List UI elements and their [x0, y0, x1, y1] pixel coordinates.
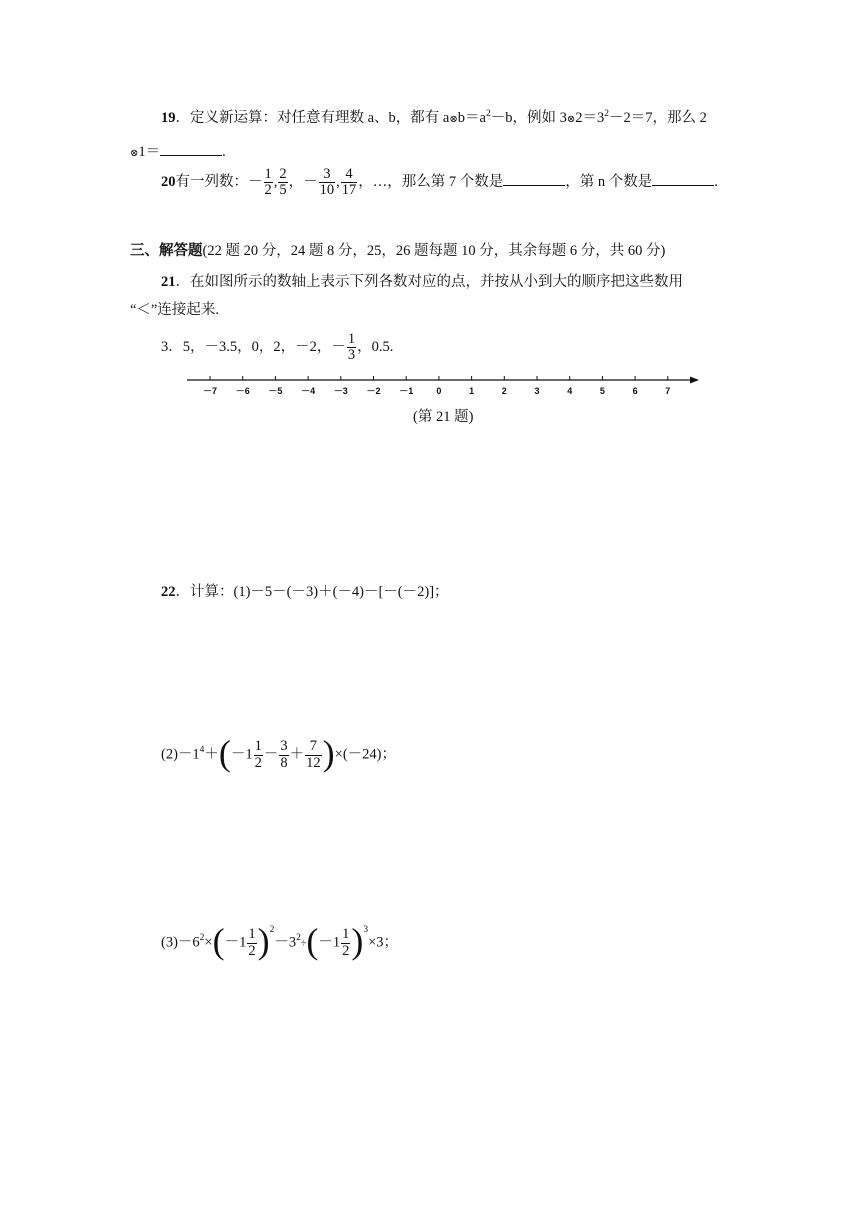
fraction: $\frac{1}{2}$	[254, 738, 262, 771]
fraction: $\frac{1}{3}$	[347, 331, 356, 364]
left-paren: (	[218, 733, 231, 773]
otimes-icon: ⊗	[449, 114, 458, 125]
otimes-icon: ⊗	[130, 148, 139, 159]
left-paren: (	[212, 921, 225, 961]
tick-label: －4	[301, 386, 316, 396]
question-21-line2: “＜”连接起来.	[130, 302, 219, 318]
question-22: 22．计算：(1)－5－(－3)＋(－4)－[－(－2)]；	[161, 584, 449, 600]
fraction: $\frac{2}{5}$	[279, 166, 287, 199]
fraction: $\frac{1}{2}$	[264, 166, 272, 199]
tick-label: 5	[599, 386, 605, 396]
tick-label: －3	[333, 386, 348, 396]
right-paren: )	[257, 921, 270, 961]
question-22-part2: $(2)-1^4+(-1$ $\frac{1}{2}$ － $\frac{3}{8}$ ＋ $\frac{7}{12}$ )×(－24)；	[161, 733, 397, 773]
tick-label: －2	[366, 386, 381, 396]
fraction: $\frac{3}{10}$	[319, 166, 335, 199]
question-number: 20	[161, 174, 176, 191]
question-19-line2: ⊗1＝ .	[130, 144, 226, 160]
question-number: 21	[161, 274, 176, 290]
fraction: $\frac{7}{12}$	[306, 738, 321, 771]
tick-label: 3	[534, 386, 540, 396]
fraction: $\frac{3}{8}$	[280, 738, 288, 771]
fraction: $\frac{1}{2}$	[248, 926, 256, 959]
figure-caption: (第 21 题)	[413, 409, 474, 425]
question-number: 19	[161, 110, 176, 126]
tick-label: －1	[399, 386, 414, 396]
answer-blank[interactable]	[160, 142, 222, 156]
tick-label: －7	[202, 386, 218, 396]
right-paren: )	[322, 733, 335, 773]
number-list: 3．5，－3.5，0，2，－2，－ $\frac{1}{3}$ ，0.5.	[161, 331, 394, 364]
number-line	[185, 370, 705, 402]
arrow-icon	[690, 377, 699, 384]
fraction: $\frac{1}{2}$	[342, 926, 350, 959]
tick-label: －6	[235, 386, 250, 396]
tick-label: 4	[567, 386, 573, 396]
tick-label: 6	[632, 386, 638, 396]
right-paren: )	[351, 921, 364, 961]
question-19: 19．定义新运算：对任意有理数 a、b，都有 $a\otimes b=a^2-b$，例如 $3\otimes 2=3^2-2=7$，那么 2	[161, 109, 707, 126]
question-21: 21．在如图所示的数轴上表示下列各数对应的点，并按从小到大的顺序把这些数用	[161, 274, 683, 290]
answer-blank[interactable]	[503, 172, 565, 186]
tick-label: －5	[268, 386, 283, 396]
left-paren: (	[306, 921, 319, 961]
tick-label: 2	[501, 386, 507, 396]
question-number: 22	[161, 584, 176, 600]
tick-label: 7	[665, 386, 671, 396]
question-20: 20有一列数：－ $\frac{1}{2}$ , $\frac{2}{5}$ ，－ $\frac{3}{10}$ , $\frac{4}{17}$ ，…，那么第 7 个数是 ，第 n 个数是 .	[161, 166, 718, 199]
otimes-icon: ⊗	[566, 114, 576, 125]
fraction: $\frac{4}{17}$	[341, 166, 357, 199]
answer-blank[interactable]	[652, 172, 714, 186]
question-22-part3: $(3)-6^2\times(-1$ $\frac{1}{2}$ )$^2-3^2\div(-1$ $\frac{1}{2}$ )$^3$×3；	[161, 921, 399, 961]
section-heading: 三、解答题(22 题 20 分，24 题 8 分，25，26 题每题 10 分，其余每题 6 分，共 60 分)	[130, 243, 666, 259]
tick-label: 0	[436, 386, 442, 396]
tick-label: 1	[469, 386, 475, 396]
